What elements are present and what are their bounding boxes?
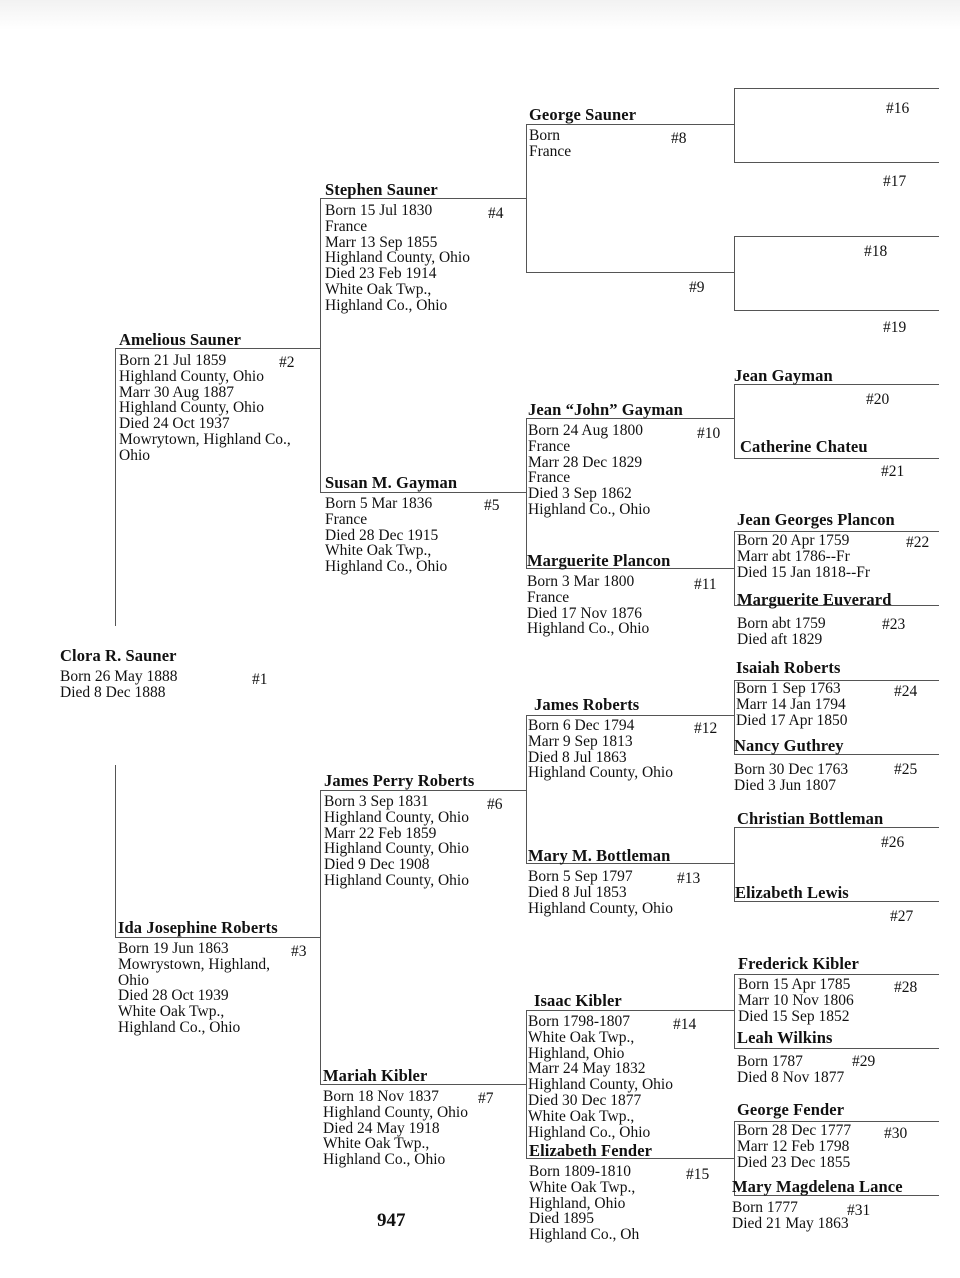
person-detail: Highland, Ohio bbox=[529, 1194, 626, 1212]
person-name: George Fender bbox=[737, 1100, 845, 1119]
person-7 bbox=[323, 1066, 468, 1168]
person-detail: Highland Co., Ohio bbox=[325, 558, 448, 576]
person-name: Jean Gayman bbox=[734, 366, 833, 385]
person-number: #5 bbox=[484, 497, 500, 514]
person-detail: Born 19 Jun 1863 bbox=[118, 940, 229, 957]
person-number: #11 bbox=[694, 576, 717, 593]
person-29 bbox=[737, 1028, 844, 1086]
person-detail: Born 28 Dec 1777 bbox=[737, 1122, 852, 1139]
person-24 bbox=[736, 658, 848, 728]
person-name: Stephen Sauner bbox=[325, 180, 438, 199]
person-detail: Marr abt 1786--Fr bbox=[737, 547, 850, 565]
person-detail: White Oak Twp., bbox=[323, 1135, 430, 1153]
person-number: #16 bbox=[886, 100, 910, 117]
connector-line bbox=[734, 162, 939, 163]
person-number: #6 bbox=[487, 796, 503, 813]
connector-line bbox=[115, 765, 116, 937]
person-31 bbox=[732, 1177, 903, 1232]
person-number: #12 bbox=[694, 720, 718, 737]
person-detail: France bbox=[325, 217, 368, 235]
person-detail: Highland Co., Oh bbox=[529, 1226, 640, 1244]
person-name: George Sauner bbox=[529, 105, 637, 124]
person-30 bbox=[737, 1100, 851, 1170]
person-detail: Born bbox=[529, 127, 560, 144]
person-25 bbox=[734, 736, 848, 794]
person-detail: Born 1809-1810 bbox=[529, 1163, 632, 1180]
person-name: Isaac Kibler bbox=[534, 991, 622, 1010]
person-detail: Marr 9 Sep 1813 bbox=[528, 732, 633, 750]
person-detail: Highland County, Ohio bbox=[528, 899, 673, 917]
person-number: #1 bbox=[252, 671, 268, 688]
person-20 bbox=[734, 366, 833, 386]
connector-line bbox=[320, 198, 321, 492]
person-number: #2 bbox=[279, 354, 295, 371]
person-detail: White Oak Twp., bbox=[529, 1178, 636, 1196]
connector-line bbox=[734, 88, 735, 162]
person-detail: Died 15 Jan 1818--Fr bbox=[737, 563, 871, 581]
person-detail: Born 5 Mar 1836 bbox=[325, 495, 433, 512]
person-number: #14 bbox=[673, 1016, 697, 1033]
person-detail: Marr 12 Feb 1798 bbox=[737, 1137, 850, 1155]
person-name: Catherine Chateu bbox=[740, 437, 868, 456]
connector-line bbox=[734, 310, 939, 311]
person-name: Mariah Kibler bbox=[323, 1066, 428, 1085]
person-number: #9 bbox=[689, 279, 705, 296]
person-detail: Died 23 Dec 1855 bbox=[737, 1153, 851, 1171]
person-detail: Highland County, Ohio bbox=[325, 249, 470, 267]
person-detail: Born 15 Jul 1830 bbox=[325, 202, 433, 219]
person-22 bbox=[737, 510, 895, 580]
person-detail: Born 1777 bbox=[732, 1199, 798, 1216]
person-detail: Highland Co., Ohio bbox=[323, 1151, 446, 1169]
person-detail: Born 21 Jul 1859 bbox=[119, 352, 227, 369]
person-number: #13 bbox=[677, 870, 701, 887]
person-detail: Born 26 May 1888 bbox=[60, 668, 178, 685]
person-detail: Highland County, Ohio bbox=[528, 1076, 673, 1094]
person-21 bbox=[740, 437, 868, 457]
person-detail: France bbox=[528, 469, 571, 487]
person-detail: Mowrytown, Highland Co., bbox=[119, 430, 291, 448]
person-name: James Roberts bbox=[534, 695, 640, 714]
person-number: #23 bbox=[882, 616, 906, 633]
person-number: #26 bbox=[881, 834, 905, 851]
person-detail: Highland County, Ohio bbox=[324, 871, 469, 889]
person-name: Clora R. Sauner bbox=[60, 646, 177, 665]
person-number: #29 bbox=[852, 1053, 876, 1070]
person-detail: Highland County, Ohio bbox=[323, 1103, 468, 1121]
person-detail: Died 24 May 1918 bbox=[323, 1119, 440, 1137]
person-detail: Born 24 Aug 1800 bbox=[528, 422, 643, 439]
person-name: Marguerite Plancon bbox=[527, 551, 671, 570]
person-name: James Perry Roberts bbox=[324, 771, 475, 790]
person-detail: White Oak Twp., bbox=[325, 542, 432, 560]
person-detail: Born 20 Apr 1759 bbox=[737, 532, 850, 549]
person-detail: Died 15 Sep 1852 bbox=[738, 1007, 850, 1025]
person-detail: Highland Co., Ohio bbox=[528, 1123, 651, 1141]
person-detail: Died 23 Feb 1914 bbox=[325, 265, 437, 283]
connector-line bbox=[526, 1010, 527, 1158]
person-detail: Born 5 Sep 1797 bbox=[528, 868, 633, 885]
person-4 bbox=[325, 180, 470, 314]
person-number: #19 bbox=[883, 319, 907, 336]
connector-line bbox=[734, 384, 735, 458]
person-number: #24 bbox=[894, 683, 918, 700]
person-detail: Died 24 Oct 1937 bbox=[119, 415, 230, 433]
person-detail: Highland County, Ohio bbox=[324, 808, 469, 826]
connector-line bbox=[734, 236, 939, 237]
person-name: Mary M. Bottleman bbox=[528, 846, 671, 865]
person-name: Marguerite Euverard bbox=[737, 590, 892, 609]
person-number: #25 bbox=[894, 761, 918, 778]
person-12 bbox=[528, 695, 673, 781]
person-detail: Marr 30 Aug 1887 bbox=[119, 383, 234, 401]
person-name: Isaiah Roberts bbox=[736, 658, 841, 677]
person-number: #3 bbox=[291, 943, 307, 960]
person-13 bbox=[528, 846, 673, 916]
person-detail: Died 9 Dec 1908 bbox=[324, 856, 430, 874]
person-detail: Highland Co., Ohio bbox=[118, 1018, 241, 1036]
person-name: Jean “John” Gayman bbox=[528, 400, 683, 419]
connector-line bbox=[526, 715, 527, 863]
person-name: Susan M. Gayman bbox=[325, 473, 458, 492]
person-detail: Ohio bbox=[119, 446, 150, 464]
person-6 bbox=[324, 771, 474, 889]
person-detail: Died 3 Sep 1862 bbox=[528, 485, 632, 503]
person-detail: Died 8 Dec 1888 bbox=[60, 683, 166, 701]
person-detail: White Oak Twp., bbox=[528, 1107, 635, 1125]
person-name: Amelious Sauner bbox=[119, 330, 242, 349]
person-detail: Born 3 Sep 1831 bbox=[324, 793, 429, 810]
person-26 bbox=[737, 809, 883, 829]
person-name: Jean Georges Plancon bbox=[737, 510, 895, 529]
person-detail: Died 28 Dec 1915 bbox=[325, 526, 439, 544]
person-number: #22 bbox=[906, 534, 930, 551]
person-detail: Marr 28 Dec 1829 bbox=[528, 453, 643, 471]
person-5 bbox=[325, 473, 457, 575]
person-name: Frederick Kibler bbox=[738, 954, 859, 973]
person-14 bbox=[528, 991, 673, 1140]
person-detail: Died 8 Jul 1853 bbox=[528, 883, 627, 901]
person-detail: Highland Co., Ohio bbox=[325, 296, 448, 314]
person-detail: White Oak Twp., bbox=[528, 1028, 635, 1046]
person-number: #30 bbox=[884, 1125, 908, 1142]
person-detail: White Oak Twp., bbox=[325, 280, 432, 298]
person-detail: Died 21 May 1863 bbox=[732, 1214, 849, 1232]
person-1 bbox=[60, 646, 178, 701]
person-detail: Born 30 Dec 1763 bbox=[734, 761, 849, 778]
person-detail: France bbox=[528, 437, 571, 455]
person-number: #27 bbox=[890, 908, 914, 925]
person-number: #8 bbox=[671, 130, 687, 147]
connector-line bbox=[734, 458, 939, 459]
person-detail: Born 1787 bbox=[737, 1053, 803, 1070]
person-detail: Highland Co., Ohio bbox=[528, 500, 651, 518]
person-name: Christian Bottleman bbox=[737, 809, 884, 828]
person-detail: Died 28 Oct 1939 bbox=[118, 987, 229, 1005]
person-detail: Born 1798-1807 bbox=[528, 1013, 631, 1030]
person-detail: Born 15 Apr 1785 bbox=[738, 976, 851, 993]
person-detail: Marr 14 Jan 1794 bbox=[736, 695, 846, 713]
person-detail: Born 6 Dec 1794 bbox=[528, 717, 635, 734]
connector-line bbox=[734, 974, 735, 1048]
person-detail: France bbox=[527, 588, 570, 606]
person-detail: Marr 13 Sep 1855 bbox=[325, 233, 438, 251]
person-name: Mary Magdelena Lance bbox=[732, 1177, 903, 1196]
person-detail: Died 17 Apr 1850 bbox=[736, 711, 848, 729]
person-8 bbox=[529, 105, 636, 160]
person-detail: Highland, Ohio bbox=[528, 1044, 625, 1062]
person-detail: Marr 24 May 1832 bbox=[528, 1060, 646, 1078]
person-detail: Highland County, Ohio bbox=[119, 367, 264, 385]
person-detail: Highland Co., Ohio bbox=[527, 620, 650, 638]
person-detail: Mowrystown, Highland, bbox=[118, 955, 270, 973]
connector-line bbox=[320, 790, 321, 1084]
connector-line bbox=[115, 348, 116, 626]
person-28 bbox=[738, 954, 859, 1024]
person-detail: Highland County, Ohio bbox=[324, 840, 469, 858]
person-23 bbox=[737, 590, 891, 648]
person-number: #31 bbox=[847, 1202, 871, 1219]
person-number: #18 bbox=[864, 243, 888, 260]
person-detail: Marr 22 Feb 1859 bbox=[324, 824, 437, 842]
person-detail: Highland County, Ohio bbox=[119, 399, 264, 417]
person-number: #7 bbox=[478, 1090, 494, 1107]
person-detail: Died 30 Dec 1877 bbox=[528, 1091, 642, 1109]
person-detail: Highland County, Ohio bbox=[528, 764, 673, 782]
person-number: #20 bbox=[866, 391, 890, 408]
connector-line bbox=[734, 88, 939, 89]
person-number: #10 bbox=[697, 425, 721, 442]
person-detail: Died aft 1829 bbox=[737, 630, 823, 648]
page-number: 947 bbox=[377, 1210, 406, 1231]
person-detail: Died 3 Jun 1807 bbox=[734, 776, 837, 794]
person-detail: Born 3 Mar 1800 bbox=[527, 573, 635, 590]
person-detail: Born 1 Sep 1763 bbox=[736, 680, 841, 697]
person-detail: Ohio bbox=[118, 971, 149, 989]
person-name: Leah Wilkins bbox=[737, 1028, 833, 1047]
person-number: #4 bbox=[488, 205, 504, 222]
person-number: #17 bbox=[883, 173, 907, 190]
connector-line bbox=[526, 418, 527, 568]
person-detail: France bbox=[529, 142, 572, 160]
person-number: #15 bbox=[686, 1166, 710, 1183]
person-detail: Born 18 Nov 1837 bbox=[323, 1088, 439, 1105]
person-name: Elizabeth Lewis bbox=[735, 883, 849, 902]
person-number: #21 bbox=[881, 463, 905, 480]
person-2 bbox=[119, 330, 291, 464]
person-name: Elizabeth Fender bbox=[529, 1141, 653, 1160]
person-detail: Died 17 Nov 1876 bbox=[527, 604, 642, 622]
person-name: Nancy Guthrey bbox=[734, 736, 844, 755]
person-27 bbox=[735, 883, 849, 903]
person-detail: France bbox=[325, 510, 368, 528]
person-detail: Born abt 1759 bbox=[737, 615, 826, 632]
person-detail: Died 8 Nov 1877 bbox=[737, 1068, 845, 1086]
connector-line bbox=[526, 272, 734, 273]
person-detail: Died 8 Jul 1863 bbox=[528, 748, 627, 766]
person-detail: Died 1895 bbox=[529, 1210, 595, 1228]
person-15 bbox=[529, 1141, 652, 1243]
person-11 bbox=[527, 551, 670, 637]
person-name: Ida Josephine Roberts bbox=[118, 918, 278, 937]
connector-line bbox=[734, 236, 735, 310]
person-number: #28 bbox=[894, 979, 918, 996]
connector-line bbox=[526, 124, 527, 272]
person-detail: White Oak Twp., bbox=[118, 1003, 225, 1021]
person-10 bbox=[528, 400, 683, 518]
person-detail: Marr 10 Nov 1806 bbox=[738, 991, 854, 1009]
connector-line bbox=[734, 531, 735, 605]
person-3 bbox=[118, 918, 278, 1036]
